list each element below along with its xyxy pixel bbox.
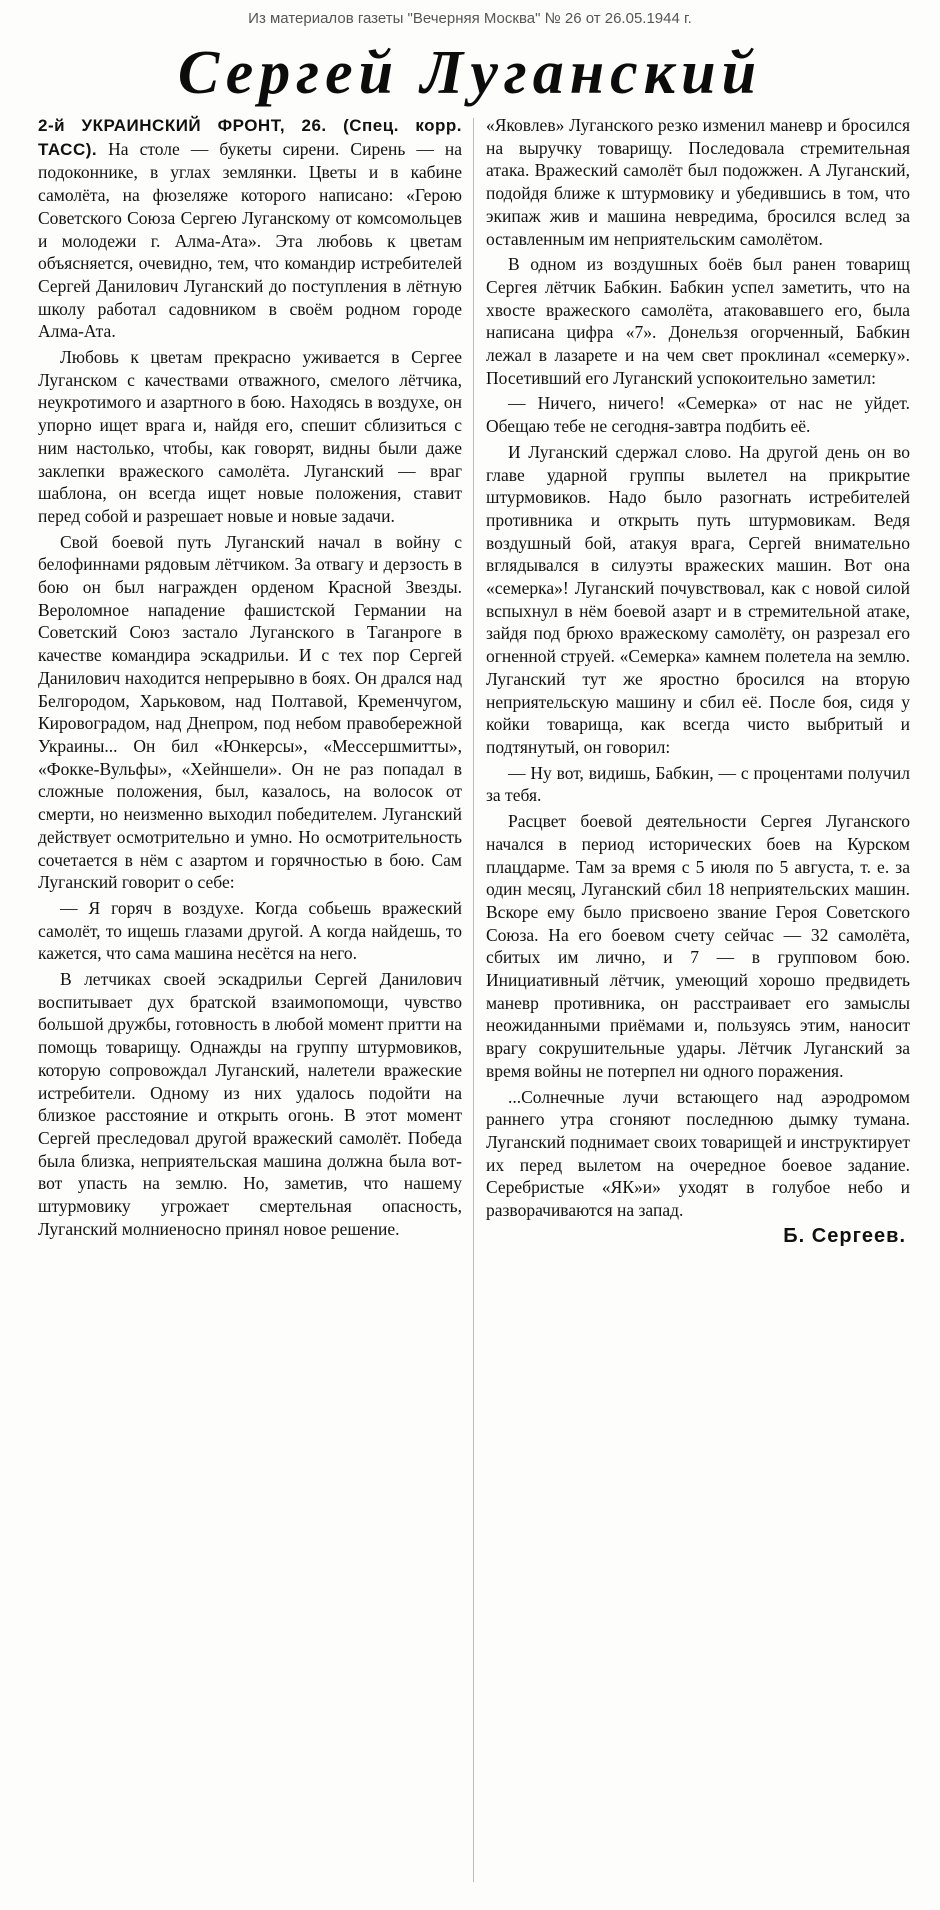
article-paragraph: Расцвет боевой деятельности Сергея Луганского начался в период исторических боев на Курском плацдарме. Там за время с 5 июля по 5 августа, т. е. за один месяц, Луганский сбил 18 неприятельских машин. Вскоре ему было присвоено звание Героя Советского Союза. На его боевом счету сейчас — 32 самолёта, сбитых им лично, и 7 — в групповом бою. Инициативный лётчик, умеющий хорошо предвидеть маневр противника, он расстраивает его замыслы неожиданными приёмами и, пользуясь этим, наносит врагу сокрушительные удары. Лётчик Луганский за время войны не потерпел ни одного поражения. xyxy=(486,811,910,1081)
quote-paragraph: — Ну вот, видишь, Бабкин, — с процентами получил за тебя. xyxy=(486,762,910,806)
article-paragraph xyxy=(38,114,462,343)
quote-paragraph: — Я горяч в воздухе. Когда собьешь вражеский самолёт, то ищешь глазами другой. А когда найдешь, то кажется, что сама машина несётся на него. xyxy=(38,897,462,964)
article-body xyxy=(38,114,910,1890)
article-paragraph: В одном из воздушных боёв был ранен товарищ Сергея лётчик Бабкин. Бабкин успел заметить, что на хвосте вражеского самолёта, атаковавшего его, была написана цифра «7». Донельзя огорченный, Бабкин лежал в лазарете и на чем свет проклинал «семерку». Посетивший его Луганский успокоительно заметил: xyxy=(486,254,910,388)
left-column xyxy=(38,114,462,1890)
article-headline: Сергей Луганский xyxy=(177,39,763,107)
source-note: Из материалов газеты "Вечерняя Москва" № 26 от 26.05.1944 г. xyxy=(248,10,692,27)
article-paragraph: Свой боевой путь Луганский начал в войну с белофиннами рядовым лётчиком. За отвагу и дерзость в бою он был награжден орденом Красной Звезды. Вероломное нападение фашистской Германии на Советский Союз застало Луганского в Таганроге в качестве командира эскадрильи. И с тех пор Сергей Данилович находится непрерывно в боях. Он дрался над Белгородом, Харьковом, над Полтавой, Кременчугом, Кировоградом, над Днепром, под небом правобережной Украины... Он бил «Юнкерсы», «Мессершмитты», «Фокке-Вульфы», «Хейншели». Он не раз попадал в сложные положения, был, казалось, на волосок от смерти, но неизменно выходил победителем. Луганский действует осмотрительно и умно. Но осмотрительность сочетается в нём с азартом и горячностью в бою. Сам Луганский говорит о себе: xyxy=(38,531,462,893)
article-paragraph: «Яковлев» Луганского резко изменил маневр и бросился на выручку товарищу. Последовала стремительная атака. Вражеский самолёт был подожжен. А Луганский, подойдя ближе к штурмовику и убедившись в том, что экипаж жив и машина невредима, бросился вслед за оставленным им неприятельским самолётом. xyxy=(486,115,910,249)
article-paragraph: И Луганский сдержал слово. На другой день он во главе ударной группы вылетел на прикрытие штурмовиков. Надо было разогнать истребителей противника и открыть путь штурмовикам. Ведя воздушный бой, атакуя врага, Сергей внимательно вглядывался в силуэты вражеских машин. Вот она «семерка»! Луганский почувствовал, как с новой силой вспыхнул в нём боевой азарт и в стремительной атаке, зайдя под брюхо вражескому самолёту, он разрезал его огненной струей. «Семерка» камнем полетела на землю. Луганский тут же яростно бросился на вторую неприятельскую машину и сбил её. После боя, сидя у койки товарища, как всегда чисто выбритый и подтянутый, он говорил: xyxy=(486,441,910,757)
author-signature: Б. Сергеев. xyxy=(783,1224,906,1247)
dateline: 2-й УКРАИНСКИЙ ФРОНТ, 26. (Спец. корр. ТАСС). xyxy=(38,116,462,159)
right-column xyxy=(486,114,910,1890)
article-paragraph: Любовь к цветам прекрасно уживается в Сергее Луганском с качествами отважного, смелого лётчика, неукротимого и азартного в бою. Находясь в воздухе, он упорно ищет врага и, найдя его, спешит сблизиться с ним настолько, чтобы, как говорят, видны были даже заклепки вражеского самолёта. Луганский — враг шаблона, он всегда ищет новые положения, ставит перед собой и разрешает новые и новые задачи. xyxy=(38,347,462,526)
article-paragraph: В летчиках своей эскадрильи Сергей Данилович воспитывает дух братской взаимопомощи, чувство большой дружбы, готовность в любой момент притти на помощь товарищу. Однажды на группу штурмовиков, которую сопровождал Луганский, налетели вражеские истребители. Одному из них удалось подойти на близкое расстояние и открыть огонь. В этот момент Сергей преследовал другой вражеский самолёт. Победа была близка, неприятельская машина должна была вот-вот упасть на землю. Но, заметив, что нашему штурмовику угрожает смертельная опасность, Луганский молниеносно принял новое решение. xyxy=(38,969,462,1239)
article-paragraph: ...Солнечные лучи встающего над аэродромом раннего утра сгоняют последнюю дымку тумана. Луганский поднимает своих товарищей и инструктирует их перед вылетом на очередное боевое задание. Серебристые «ЯК»и» уходят в голубое небо и разворачиваются на запад. xyxy=(486,1086,910,1221)
paragraph-text: На столе — букеты сирени. Сирень — на подоконнике, в углах землянки. Цветы и в кабине самолёта, на фюзеляже которого написано: «Герою Советского Союза Сергею Луганскому от комсомольцев и молодежи г. Алма-Ата». Эта любовь к цветам объясняется, очевидно, тем, что командир истребителей Сергей Данилович Луганский до поступления в лётную школу работал садовником в своём родном городе Алма-Ата. xyxy=(38,138,462,342)
quote-paragraph: — Ничего, ничего! «Семерка» от нас не уйдет. Обещаю тебе не сегодня-завтра подбить её. xyxy=(486,393,910,437)
